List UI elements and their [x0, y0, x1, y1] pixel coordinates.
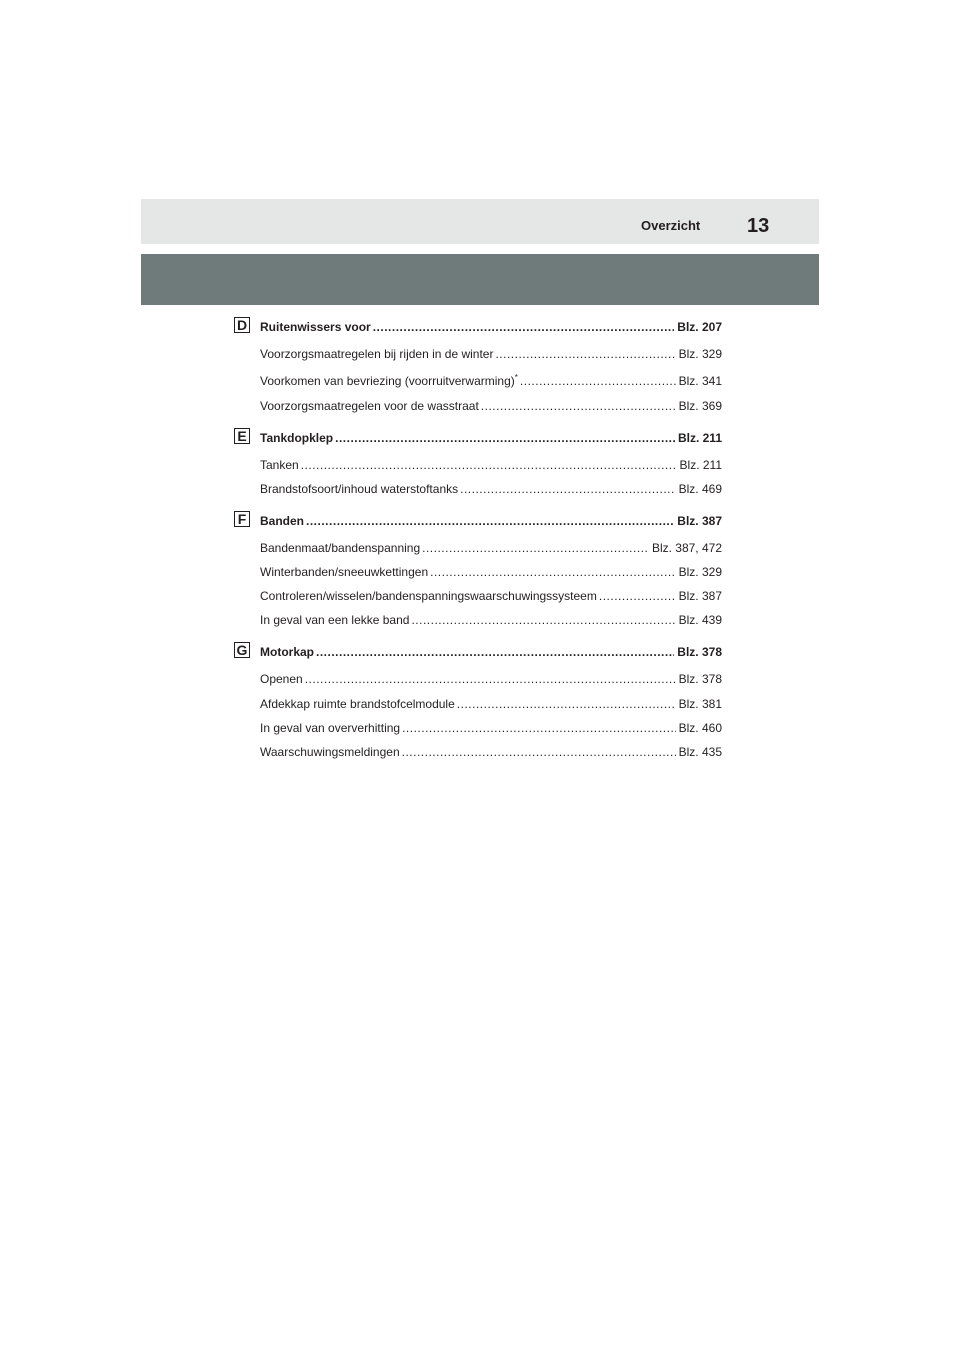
page-header-bar	[141, 199, 819, 244]
page-reference: Blz. 435	[678, 745, 722, 759]
dot-leader	[422, 540, 649, 556]
page-reference: Blz. 211	[679, 458, 722, 472]
dot-leader	[373, 319, 675, 335]
dot-leader	[402, 744, 676, 760]
page-reference: Blz. 460	[678, 721, 722, 735]
section-letter-e: E	[234, 428, 250, 444]
toc-sub-entry[interactable]	[260, 564, 722, 580]
page-reference: Blz. 207	[677, 320, 722, 334]
page-reference: Blz. 387	[678, 589, 722, 603]
toc-sub-entry[interactable]	[260, 720, 722, 736]
section-letter-f: F	[234, 511, 250, 527]
page-reference: Blz. 469	[678, 482, 722, 496]
dot-leader	[457, 696, 676, 712]
section-letter-d: D	[234, 317, 250, 333]
dot-leader	[335, 430, 675, 446]
dot-leader	[305, 671, 676, 687]
page-reference: Blz. 378	[678, 672, 722, 686]
toc-sub-entry[interactable]	[260, 540, 722, 556]
toc-sub-entry[interactable]	[260, 588, 722, 604]
entry-label: Brandstofsoort/inhoud waterstoftanks	[260, 482, 459, 496]
entry-label: In geval van een lekke band	[260, 613, 410, 627]
entry-label: Ruitenwissers voor	[260, 320, 371, 334]
dot-leader	[306, 513, 674, 529]
page-reference: Blz. 387	[677, 514, 722, 528]
page-reference: Blz. 211	[677, 431, 722, 445]
page-number: 13	[747, 215, 770, 237]
page-reference: Blz. 381	[678, 697, 722, 711]
dot-leader	[430, 564, 676, 580]
dot-leader	[520, 373, 676, 389]
page-reference: Blz. 378	[677, 645, 722, 659]
toc-main-entry[interactable]	[260, 644, 722, 660]
toc-sub-entry[interactable]	[260, 696, 722, 712]
toc-sub-entry[interactable]	[260, 612, 722, 628]
page-reference: Blz. 329	[678, 565, 722, 579]
toc-sub-entry[interactable]	[260, 671, 722, 687]
section-letter-g: G	[234, 642, 250, 658]
page-reference: Blz. 341	[678, 374, 722, 388]
page-reference: Blz. 329	[678, 347, 722, 361]
grey-band	[141, 254, 819, 305]
entry-label: Banden	[260, 514, 305, 528]
toc-main-entry[interactable]	[260, 513, 722, 529]
page-reference: Blz. 387, 472	[651, 541, 722, 555]
toc-sub-entry[interactable]	[260, 457, 722, 473]
page-reference: Blz. 439	[678, 613, 722, 627]
dot-leader	[316, 644, 674, 660]
entry-label: Winterbanden/sneeuwkettingen	[260, 565, 429, 579]
toc-sub-entry[interactable]	[260, 346, 722, 362]
dot-leader	[411, 612, 675, 628]
toc-sub-entry[interactable]	[260, 398, 722, 414]
entry-label: Tankdopklep	[260, 431, 334, 445]
entry-label	[260, 373, 518, 389]
toc-main-entry[interactable]	[260, 430, 722, 446]
entry-label: Afdekkap ruimte brandstofcelmodule	[260, 697, 455, 711]
entry-label: Motorkap	[260, 645, 314, 659]
toc-sub-entry[interactable]	[260, 481, 722, 497]
dot-leader	[481, 398, 676, 414]
entry-label: Bandenmaat/bandenspanning	[260, 541, 421, 555]
entry-label: Tanken	[260, 458, 299, 472]
dot-leader	[460, 481, 676, 497]
entry-label: Controleren/wisselen/bandenspanningswaarschuwingssysteem	[260, 589, 597, 603]
entry-label: In geval van oververhitting	[260, 721, 401, 735]
entry-label: Openen	[260, 672, 303, 686]
toc-sub-entry[interactable]	[260, 744, 722, 760]
dot-leader	[495, 346, 675, 362]
footnote-marker: *	[514, 373, 518, 382]
entry-label-text: Voorkomen van bevriezing (voorruitverwarming)	[260, 374, 515, 388]
dot-leader	[599, 588, 676, 604]
section-title: Overzicht	[641, 218, 701, 233]
entry-label: Voorzorgsmaatregelen bij rijden in de winter	[260, 347, 494, 361]
dot-leader	[402, 720, 676, 736]
dot-leader	[301, 457, 677, 473]
toc-main-entry[interactable]	[260, 319, 722, 335]
page-reference: Blz. 369	[678, 399, 722, 413]
entry-label: Waarschuwingsmeldingen	[260, 745, 400, 759]
toc-sub-entry[interactable]	[260, 373, 722, 389]
entry-label: Voorzorgsmaatregelen voor de wasstraat	[260, 399, 479, 413]
